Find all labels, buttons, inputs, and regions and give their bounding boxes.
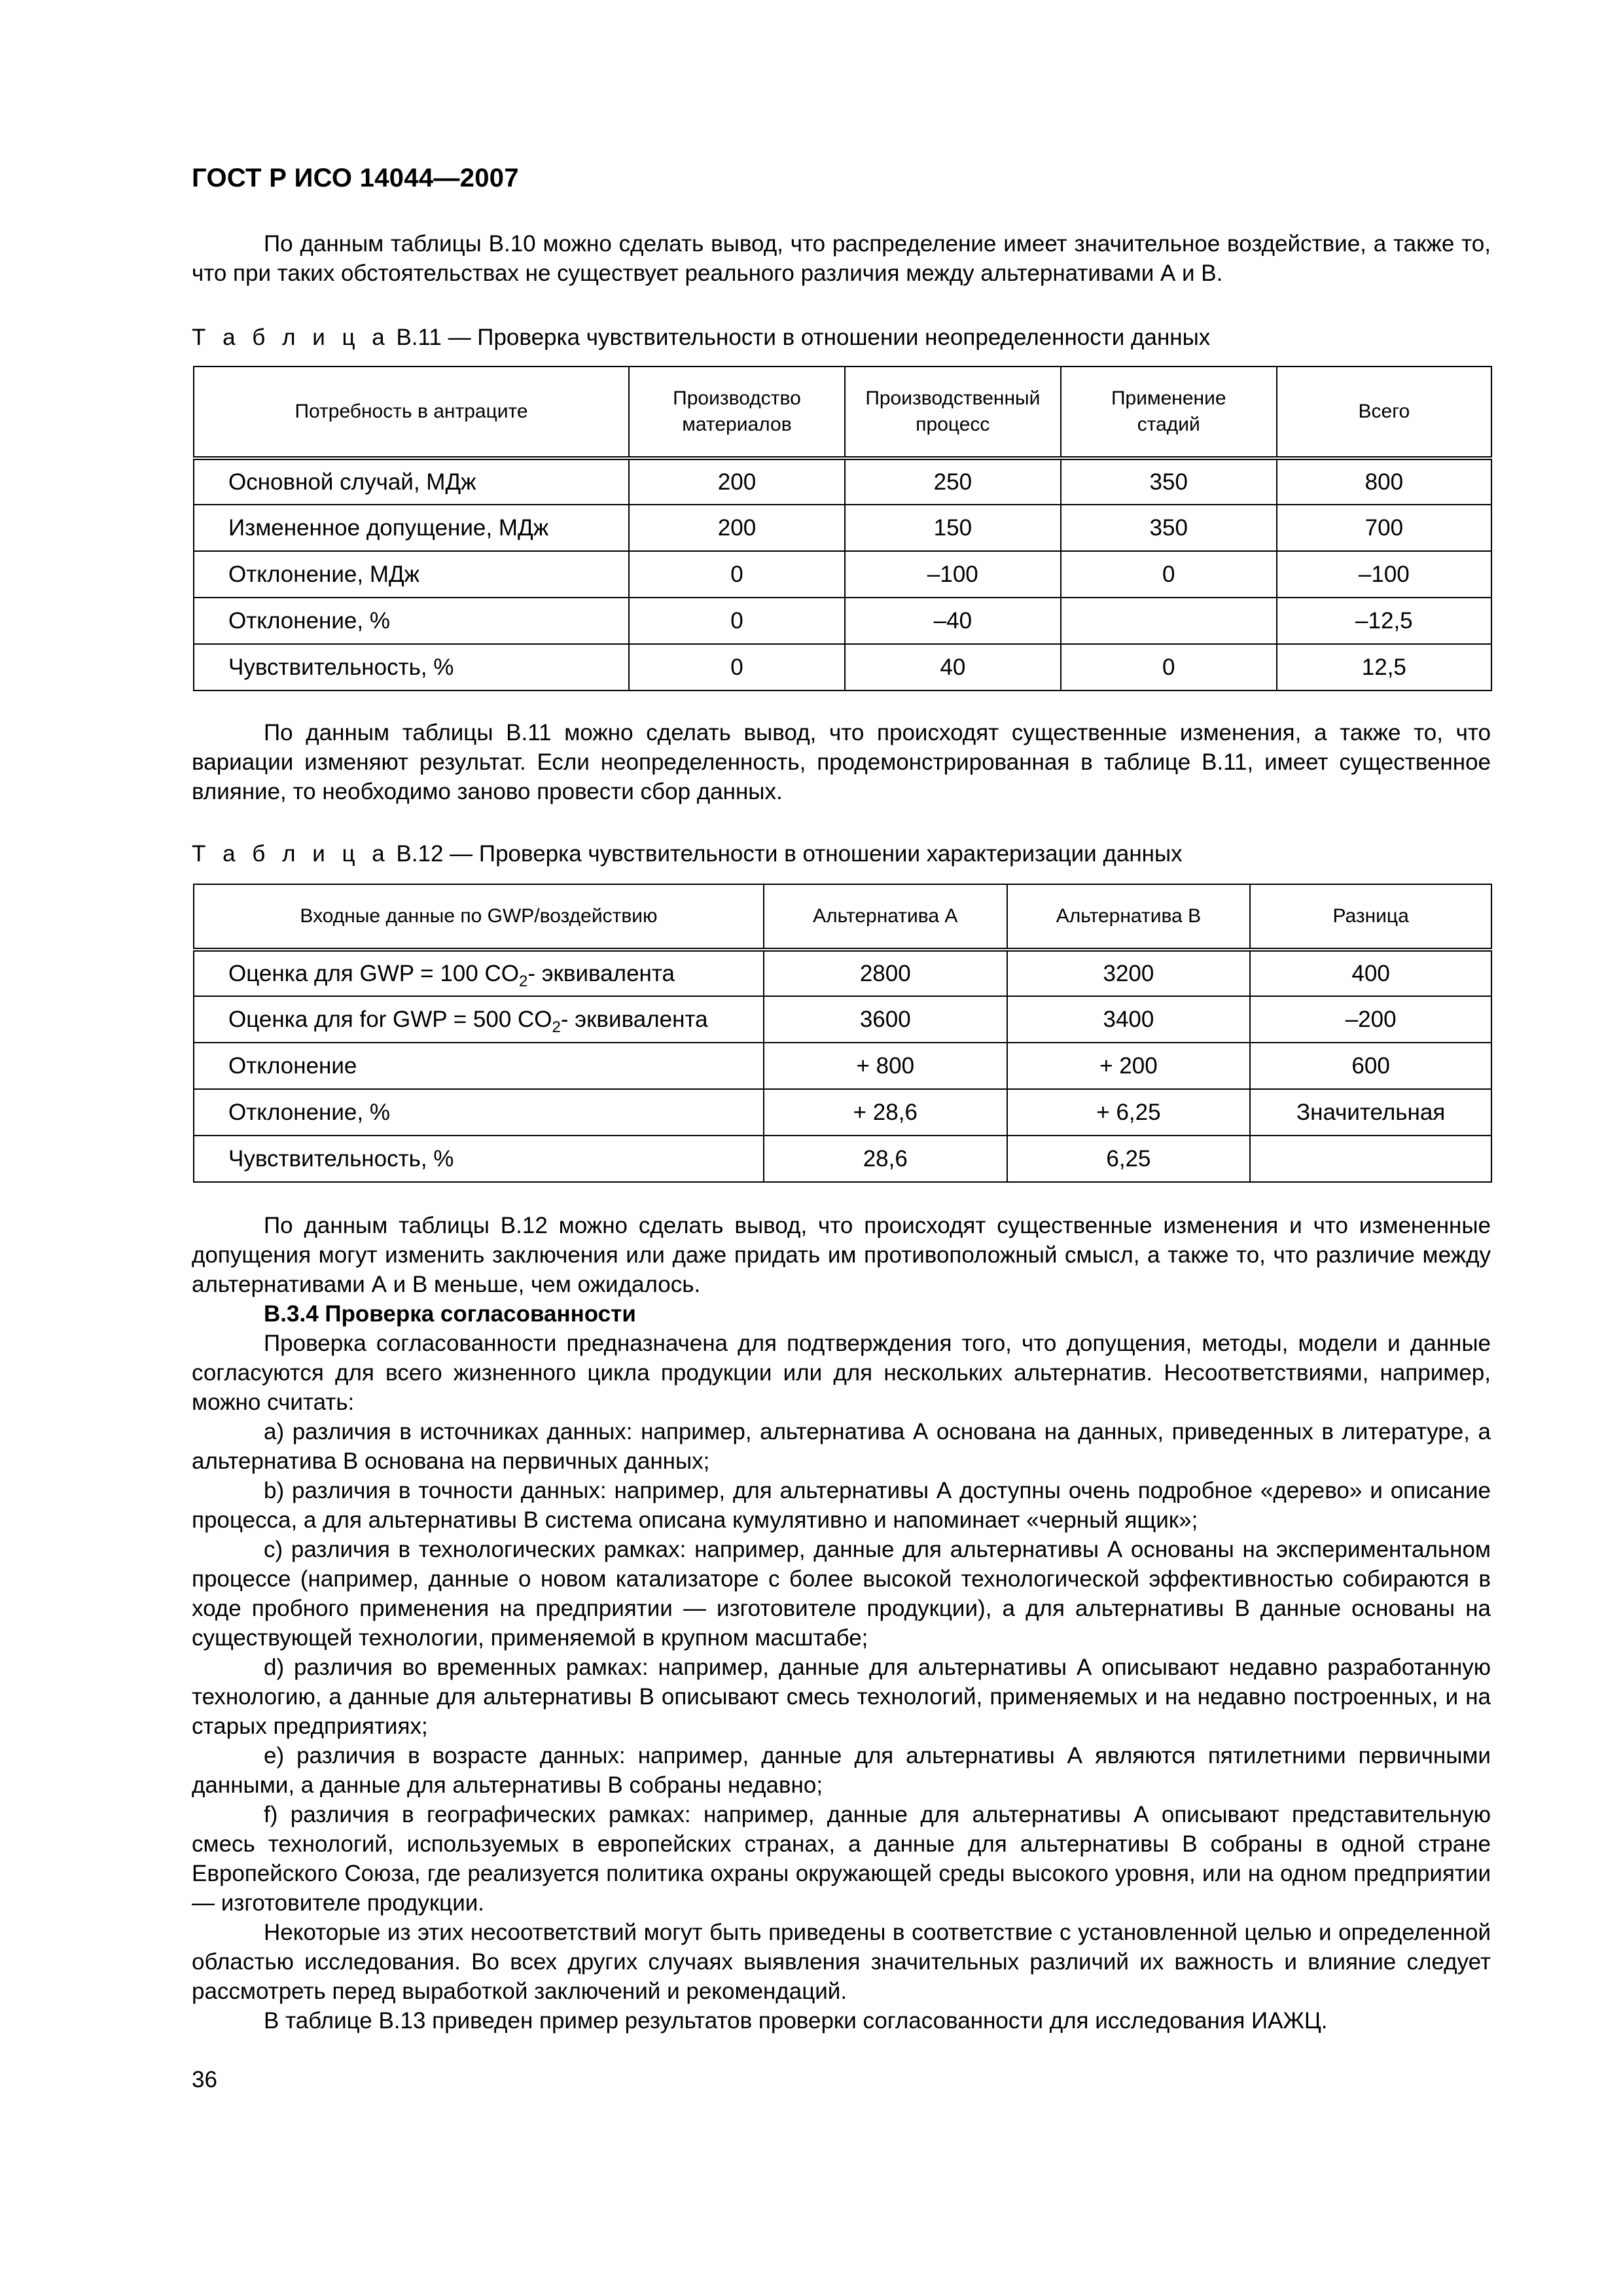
table-b11-caption: [192, 323, 1491, 352]
table-b12: [193, 884, 1492, 1183]
column-header: Потребность в антраците: [194, 367, 629, 458]
table-cell: 350: [1061, 505, 1277, 551]
table-cell: 12,5: [1277, 644, 1491, 691]
table-cell: [1250, 1136, 1491, 1182]
table-header-row: [194, 884, 1491, 950]
paragraph-consistency-intro: Проверка согласованности предназначена для подтверждения того, что допущения, методы, модели и данные согласуются для всего жизненного цикла продукции или для нескольких альтернатив. Несоответствиями, например, можно считать:: [192, 1331, 1491, 1415]
list-item: e) различия в возрасте данных: например, данные для альтернативы А являются пятилетними первичными данными, а данные для альтернативы В собраны недавно;: [192, 1743, 1491, 1798]
row-label: Чувствительность, %: [194, 1136, 764, 1182]
document-header: ГОСТ Р ИСО 14044—2007: [192, 164, 519, 192]
table-cell: 0: [629, 644, 845, 691]
table-cell: 150: [845, 505, 1061, 551]
row-label-text: - эквивалента: [560, 1006, 708, 1032]
table-cell: + 28,6: [764, 1089, 1007, 1136]
row-label: [194, 950, 764, 996]
table-cell: 700: [1277, 505, 1491, 551]
section-heading: [192, 1299, 1491, 1329]
table-cell: + 6,25: [1007, 1089, 1251, 1136]
table-cell: 2800: [764, 950, 1007, 996]
table-cell: 6,25: [1007, 1136, 1251, 1182]
row-label: Основной случай, МДж: [194, 458, 629, 505]
table-cell: –40: [845, 598, 1061, 644]
table-cell: 350: [1061, 458, 1277, 505]
table-word: Т а б л и ц а: [192, 841, 390, 867]
table-cell: + 800: [764, 1043, 1007, 1089]
table-b11: [193, 366, 1492, 691]
row-label: Чувствительность, %: [194, 644, 629, 691]
table-cell: 3600: [764, 996, 1007, 1043]
section-title: В.3.4 Проверка согласованности: [264, 1301, 636, 1327]
table-row: [194, 950, 1491, 996]
table-cell: 200: [629, 458, 845, 505]
row-label-text: Оценка для for GWP = 500 CO: [228, 1006, 552, 1032]
table-cell: 800: [1277, 458, 1491, 505]
table-cell: –200: [1250, 996, 1491, 1043]
table-cell: 40: [845, 644, 1061, 691]
paragraph-table-b12-conclusion: По данным таблицы В.12 можно сделать вывод, что происходят существенные изменения и что измененные допущения могут изменить заключения или даже придать им противоположный смысл, а также то, что различие между альтернативами А и В меньше, чем ожидалось.: [192, 1213, 1491, 1297]
list-item: f) различия в географических рамках: например, данные для альтернативы А описывают представительную смесь технологий, используемых в европейских странах, а данные для альтернативы В собраны в одной стране Европейского Союза, где реализуется политика охраны окружающей среды высокого уровня, или на одном предприятии — изготовителе продукции.: [192, 1802, 1491, 1916]
table-cell: 0: [629, 551, 845, 598]
paragraph-table-b13-reference: В таблице В.13 приведен пример результатов проверки согласованности для исследования ИАЖЦ.: [264, 2008, 1328, 2034]
table-cell: [1061, 598, 1277, 644]
table-cell: 0: [629, 598, 845, 644]
table-cell: 200: [629, 505, 845, 551]
table-cell: Значительная: [1250, 1089, 1491, 1136]
row-label: Отклонение, МДж: [194, 551, 629, 598]
table-cell: 3200: [1007, 950, 1251, 996]
table-cell: 0: [1061, 551, 1277, 598]
table-cell: + 200: [1007, 1043, 1251, 1089]
column-header: Производство материалов: [629, 367, 845, 458]
table-b11-title: В.11 — Проверка чувствительности в отношении неопределенности данных: [389, 325, 1211, 350]
table-row: [194, 644, 1491, 691]
table-cell: –100: [845, 551, 1061, 598]
table-row: [194, 1043, 1491, 1089]
table-cell: 250: [845, 458, 1061, 505]
table-cell: 28,6: [764, 1136, 1007, 1182]
table-row: [194, 1089, 1491, 1136]
subscript: 2: [552, 1018, 561, 1036]
row-label-text: Оценка для GWP = 100 CO: [228, 960, 519, 986]
row-label-text: - эквивалента: [527, 960, 675, 986]
table-row: [194, 598, 1491, 644]
column-header: Применение стадий: [1061, 367, 1277, 458]
table-cell: 400: [1250, 950, 1491, 996]
paragraph-inconsistencies: Некоторые из этих несоответствий могут быть приведены в соответствие с установленной целью и определенной областью исследования. Во всех других случаях выявления значительных различий их важность и влияние следует рассмотреть перед выработкой заключений и рекомендаций.: [192, 1920, 1491, 2004]
row-label: Отклонение: [194, 1043, 764, 1089]
table-cell: 0: [1061, 644, 1277, 691]
table-b12-caption: [192, 839, 1491, 869]
row-label: [194, 996, 764, 1043]
list-item: b) различия в точности данных: например, для альтернативы А доступны очень подробное «дерево» и описание процесса, а для альтернативы В система описана кумулятивно и напоминает «черный ящик»;: [192, 1478, 1491, 1533]
column-header: Альтернатива А: [764, 884, 1007, 950]
paragraph-intro: По данным таблицы В.10 можно сделать вывод, что распределение имеет значительное воздействие, а также то, что при таких обстоятельствах не существует реального различия между альтернативами А и В.: [192, 231, 1491, 286]
column-header: Входные данные по GWP/воздействию: [194, 884, 764, 950]
table-row: [194, 996, 1491, 1043]
column-header: Альтернатива В: [1007, 884, 1251, 950]
table-row: [194, 458, 1491, 505]
table-cell: 3400: [1007, 996, 1251, 1043]
list-item: c) различия в технологических рамках: например, данные для альтернативы А основаны на экспериментальном процессе (например, данные о новом катализаторе с более высокой технологической эффективностью собираются в ходе пробного применения на предприятии — изготовителе продукции), а для альтернативы В данные основаны на существующей технологии, применяемой в крупном масштабе;: [192, 1537, 1491, 1651]
column-header: Разница: [1250, 884, 1491, 950]
table-cell: –12,5: [1277, 598, 1491, 644]
table-b12-title: В.12 — Проверка чувствительности в отношении характеризации данных: [389, 841, 1183, 867]
page-number: 36: [192, 2067, 217, 2092]
table-header-row: [194, 367, 1491, 458]
table-row: [194, 551, 1491, 598]
table-cell: –100: [1277, 551, 1491, 598]
list-item: d) различия во временных рамках: например, данные для альтернативы А описывают недавно разработанную технологию, а данные для альтернативы В описывают смесь технологий, применяемых и на недавно построенных, и на старых предприятиях;: [192, 1655, 1491, 1739]
column-header: Производственный процесс: [845, 367, 1061, 458]
list-item: a) различия в источниках данных: например, альтернатива А основана на данных, приведенных в литературе, а альтернатива В основана на первичных данных;: [192, 1419, 1491, 1474]
column-header: Всего: [1277, 367, 1491, 458]
table-row: [194, 505, 1491, 551]
table-word: Т а б л и ц а: [192, 325, 390, 350]
subscript: 2: [518, 972, 528, 990]
table-cell: 600: [1250, 1043, 1491, 1089]
row-label: Измененное допущение, МДж: [194, 505, 629, 551]
row-label: Отклонение, %: [194, 1089, 764, 1136]
row-label: Отклонение, %: [194, 598, 629, 644]
paragraph-table-b11-conclusion: По данным таблицы В.11 можно сделать вывод, что происходят существенные изменения, а также то, что вариации изменяют результат. Если неопределенность, продемонстрированная в таблице В.11, имеет существенное влияние, то необходимо заново провести сбор данных.: [192, 720, 1491, 804]
table-row: [194, 1136, 1491, 1182]
